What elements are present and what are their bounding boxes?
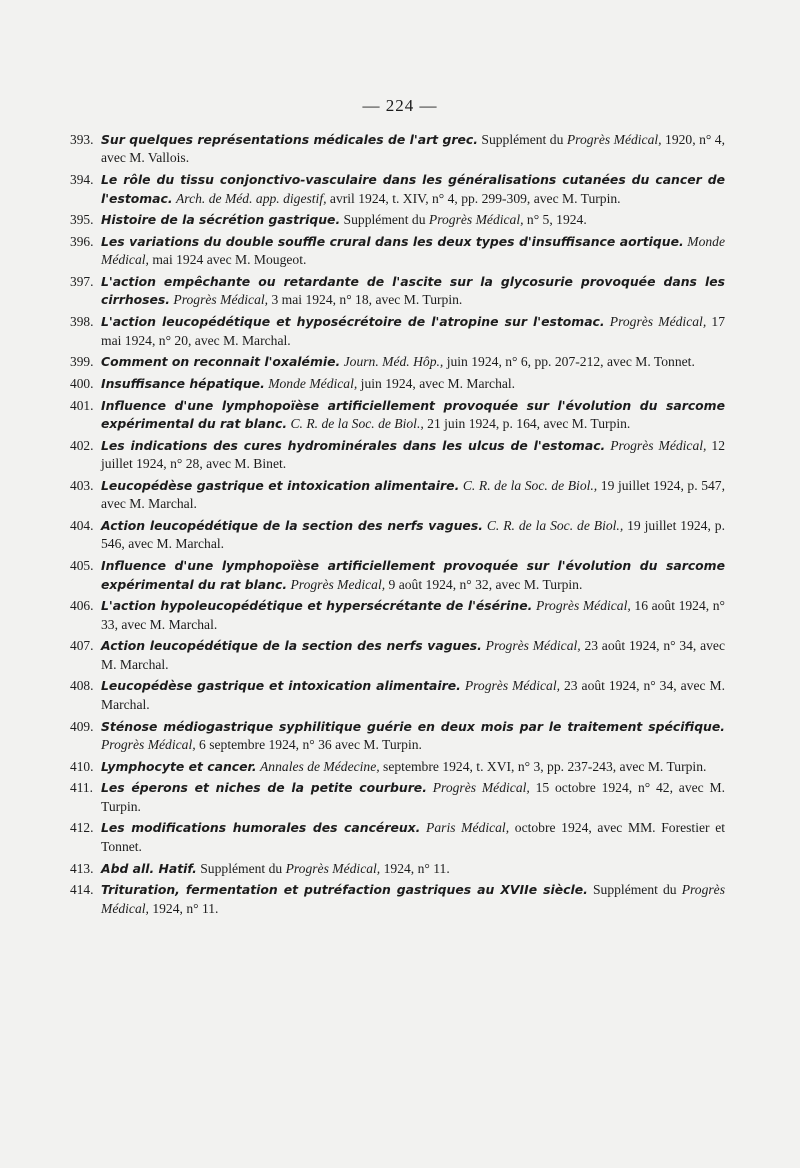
entry-journal: Progrès Médical, <box>285 860 381 876</box>
bibliography-entry <box>70 397 725 434</box>
entry-journal: Paris Médical, <box>426 820 510 836</box>
entry-number: 404. <box>70 517 94 533</box>
bibliography-entry <box>70 881 725 918</box>
entry-title: L'action leucopédétique et hyposécrétoire de l'atropine sur l'estomac. <box>101 314 605 330</box>
entry-journal: Arch. de Méd. app. digestif, <box>176 190 327 206</box>
entry-title: Les modifications humorales des cancéreux. <box>101 820 421 836</box>
entry-details: 23 août 1924, n° 34, avec M. Marchal. <box>101 678 725 712</box>
entry-number: 413. <box>70 860 94 876</box>
entry-details: 3 mai 1924, n° 18, avec M. Turpin. <box>268 292 463 308</box>
entry-details: avril 1924, t. XIV, n° 4, pp. 299-309, avec M. Turpin. <box>326 190 621 206</box>
entry-number: 411. <box>70 780 93 796</box>
entry-details: 17 mai 1924, n° 20, avec M. Marchal. <box>101 314 725 348</box>
bibliography-entry <box>70 233 725 270</box>
entry-number: 397. <box>70 274 94 290</box>
entry-details: 1924, n° 11. <box>148 900 219 916</box>
bibliography-entry <box>70 375 725 393</box>
entry-journal: Progrès Médical, <box>173 292 269 308</box>
entry-title: Leucopédèse gastrique et intoxication alimentaire. <box>101 678 461 694</box>
bibliography-entry <box>70 437 725 474</box>
entry-details: 1924, n° 11. <box>380 860 450 876</box>
entry-number: 407. <box>70 638 94 654</box>
bibliography-entry <box>70 353 725 371</box>
entry-number: 403. <box>70 477 94 493</box>
entry-title: Action leucopédétique de la section des nerfs vagues. <box>101 638 482 654</box>
entry-journal: Progrès Medical, <box>290 576 386 592</box>
entry-details: 9 août 1924, n° 32, avec M. Turpin. <box>385 576 583 592</box>
entry-details: 19 juillet 1924, p. 546, avec M. Marchal. <box>101 517 725 552</box>
entry-number: 405. <box>70 558 94 574</box>
entry-details: juin 1924, avec M. Marchal. <box>357 375 516 391</box>
entry-details: 6 septembre 1924, n° 36 avec M. Turpin. <box>195 736 422 752</box>
entry-details: octobre 1924, avec MM. Forestier et Tonnet. <box>101 820 726 854</box>
entry-journal: Progrès Médical, <box>535 598 631 614</box>
entry-journal: C. R. de la Soc. de Biol., <box>486 517 624 533</box>
bibliography-entry <box>70 637 725 674</box>
entry-details: mai 1924 avec M. Mougeot. <box>148 252 307 268</box>
entry-details: septembre 1924, t. XVI, n° 3, pp. 237-243, avec M. Turpin. <box>379 758 707 774</box>
entry-number: 414. <box>70 882 94 898</box>
entry-journal: Monde Médical, <box>268 375 358 391</box>
entry-title: L'action hypoleucopédétique et hypersécrétante de l'ésérine. <box>101 598 533 614</box>
entry-title: Lymphocyte et cancer. <box>101 758 257 774</box>
entry-title: Les indications des cures hydrominérales dans les ulcus de l'estomac. <box>101 437 606 453</box>
entry-title: Les variations du double souffle crural dans les deux types d'insuffisance aortique. <box>101 233 684 249</box>
entry-journal: Progrès Médical, <box>609 314 707 330</box>
bibliography-entry <box>70 860 725 878</box>
entry-details: 15 octobre 1924, n° 42, avec M. Turpin. <box>101 780 725 814</box>
entry-title: Sténose médiogastrique syphilitique guérie en deux mois par le traitement spécifique. <box>101 718 725 734</box>
bibliography-entry <box>70 779 725 816</box>
entry-number: 408. <box>70 678 94 694</box>
bibliography-entry <box>70 211 725 229</box>
entry-text: Supplément du <box>196 860 286 876</box>
entry-number: 393. <box>70 132 94 147</box>
entry-title: Insuffisance hépatique. <box>101 375 265 391</box>
bibliography-entry <box>70 273 725 310</box>
bibliography-entry <box>70 517 725 554</box>
entry-text: Supplément du <box>340 212 429 228</box>
entry-title: Trituration, fermentation et putréfaction gastriques au XVIIe siècle. <box>101 882 588 898</box>
page-number: — 224 — <box>362 96 438 115</box>
entry-number: 398. <box>70 314 94 330</box>
entry-number: 412. <box>70 820 94 836</box>
entry-number: 394. <box>70 172 94 188</box>
entry-title: Influence d'une lymphopoïèse artificiellement provoquée sur l'évolution du sarcome expérimental du rat blanc. <box>101 397 725 432</box>
entry-number: 400. <box>70 375 94 391</box>
entry-title: Comment on reconnait l'oxalémie. <box>101 354 341 370</box>
entry-details: 21 juin 1924, p. 164, avec M. Turpin. <box>423 416 631 432</box>
entry-number: 396. <box>70 233 94 249</box>
entry-number: 410. <box>70 758 94 774</box>
entry-title: Le rôle du tissu conjonctivo-vasculaire dans les généralisations cutanées du cancer de l'estomac. <box>101 172 725 206</box>
bibliography-entry <box>70 819 725 856</box>
entry-title: L'action empêchante ou retardante de l'ascite sur la glycosurie provoquée dans les cirrhoses. <box>101 274 725 308</box>
entry-journal: Progrès Médical, <box>464 678 561 694</box>
bibliography-entry <box>70 477 725 514</box>
entry-details: 19 juillet 1924, p. 547, avec M. Marchal. <box>101 477 725 512</box>
entry-title: Leucopédèse gastrique et intoxication alimentaire. <box>101 477 460 493</box>
entry-details: 1920, n° 4, avec M. Vallois. <box>101 132 725 166</box>
entry-journal: Progrès Médical, <box>428 212 524 228</box>
entry-number: 406. <box>70 598 94 614</box>
entry-number: 395. <box>70 212 94 228</box>
entry-title: Action leucopédétique de la section des nerfs vagues. <box>101 517 483 533</box>
entry-title: Les éperons et niches de la petite courbure. <box>101 780 427 796</box>
entry-journal: Progrès Médical, <box>610 437 707 453</box>
entry-journal: Progrès Médical, <box>566 132 662 147</box>
entry-number: 401. <box>70 397 94 413</box>
entry-title: Sur quelques représentations médicales de l'art grec. <box>101 132 478 147</box>
bibliography-entry <box>70 597 725 634</box>
entry-details: juin 1924, n° 6, pp. 207-212, avec M. Tonnet. <box>443 354 695 370</box>
entry-journal: C. R. de la Soc. de Biol., <box>462 477 598 493</box>
entry-journal: Progrès Médical, <box>432 780 530 796</box>
bibliography-entry <box>70 677 725 714</box>
entry-number: 399. <box>70 354 94 370</box>
entry-details: n° 5, 1924. <box>523 212 587 228</box>
entry-journal: Journ. Méd. Hôp., <box>343 354 444 370</box>
entry-number: 402. <box>70 437 94 453</box>
entry-details: 12 juillet 1924, n° 28, avec M. Binet. <box>101 437 725 472</box>
entry-journal: Progrès Médical, <box>485 638 581 654</box>
bibliography-entry <box>70 557 725 594</box>
entry-journal: Monde Médical, <box>101 233 725 268</box>
entry-journal: C. R. de la Soc. de Biol., <box>290 416 424 432</box>
bibliography-list <box>70 131 725 921</box>
entry-journal: Progrès Médical, <box>101 882 725 916</box>
entry-text: Supplément du <box>477 132 567 147</box>
entry-title: Histoire de la sécrétion gastrique. <box>101 212 341 228</box>
entry-journal: Progrès Médical, <box>101 736 196 752</box>
bibliography-entry <box>70 313 725 350</box>
entry-details: 23 août 1924, n° 34, avec M. Marchal. <box>101 638 726 672</box>
bibliography-entry <box>70 758 725 776</box>
bibliography-entry <box>70 718 725 755</box>
entry-title: Abd all. Hatif. <box>101 860 197 876</box>
bibliography-entry <box>70 131 725 168</box>
entry-journal: Annales de Médecine, <box>260 758 380 774</box>
bibliography-entry <box>70 171 725 208</box>
entry-text: Supplément du <box>587 882 682 898</box>
entry-number: 409. <box>70 718 94 734</box>
entry-details: 16 août 1924, n° 33, avec M. Marchal. <box>101 598 725 632</box>
entry-title: Influence d'une lymphopoïèse artificiellement provoquée sur l'évolution du sarcome expérimental du rat blanc. <box>101 558 725 592</box>
